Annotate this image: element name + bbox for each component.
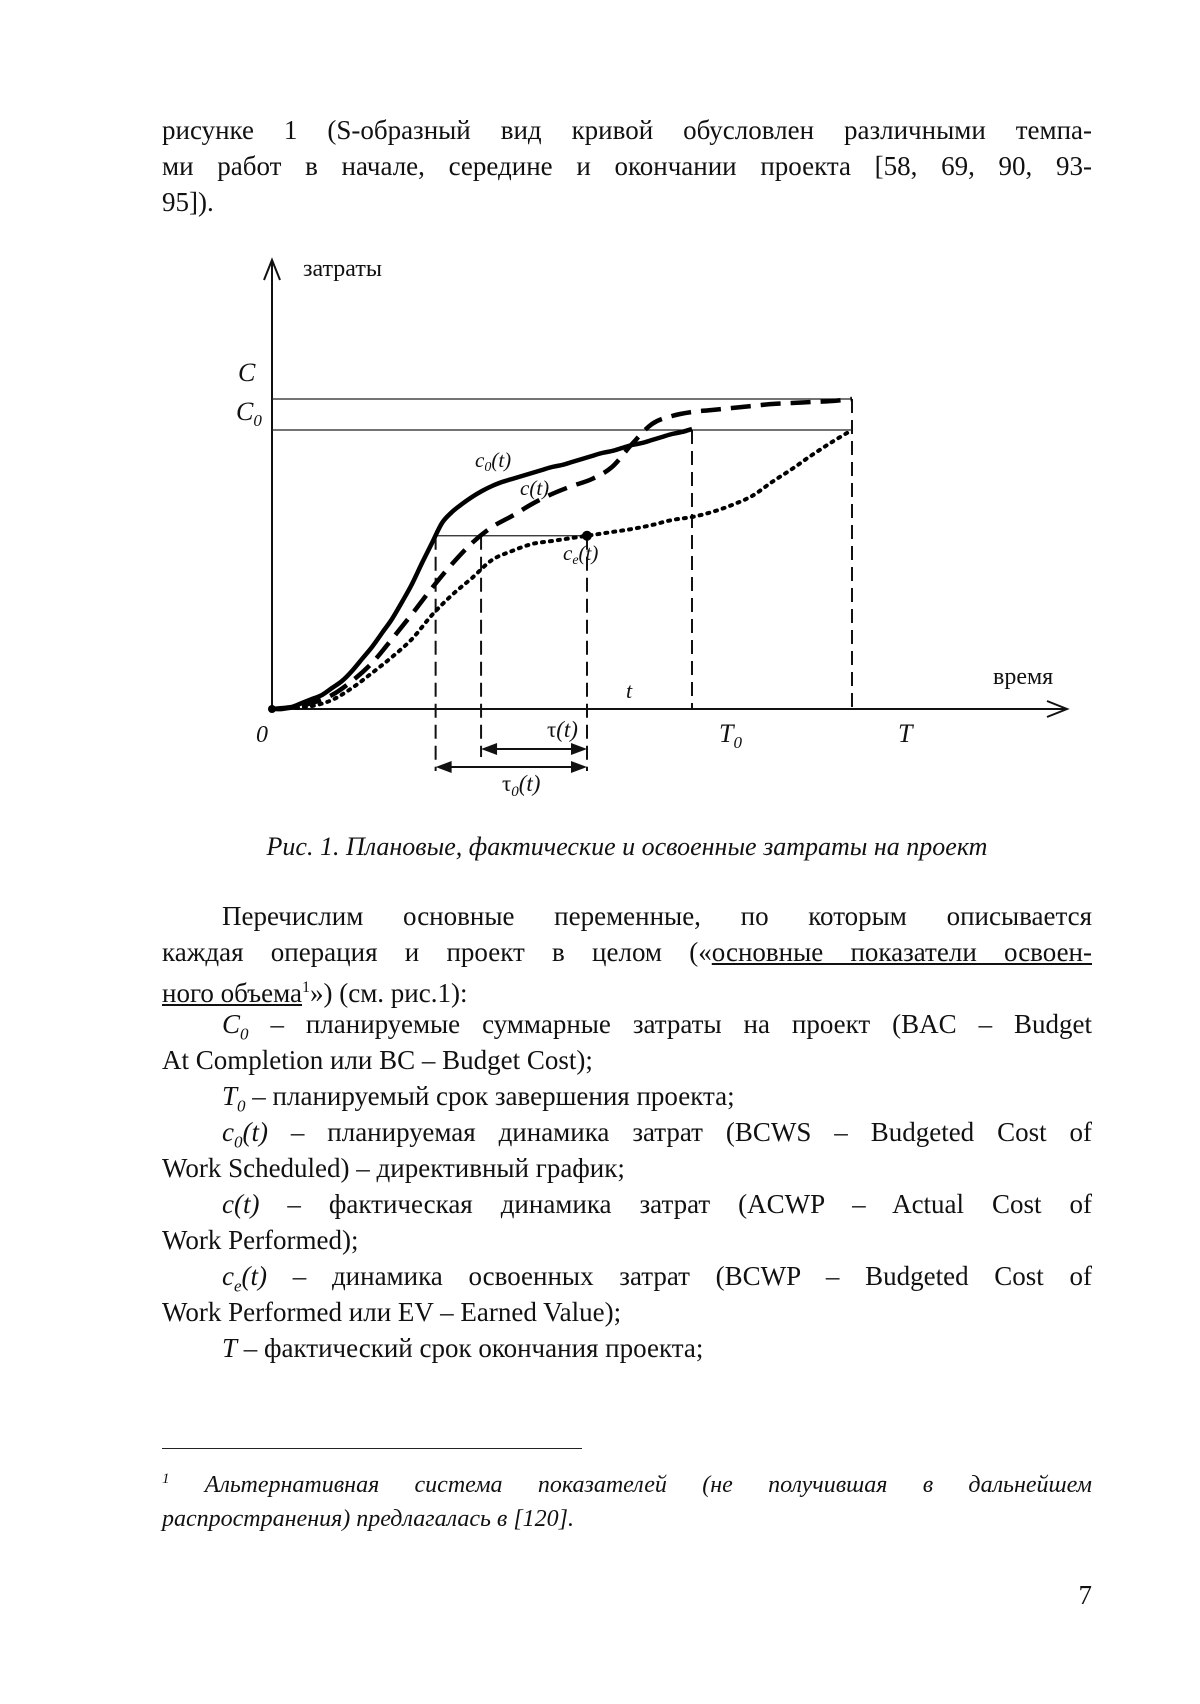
- tick-label-T0-sub: 0: [733, 733, 742, 752]
- intro-line-2: ми работ в начале, середине и окончании проекта [58, 69, 90, 93-: [162, 151, 1092, 181]
- definition-C0-text: – планируемые суммарные затраты на проект (BAC – Budget: [248, 1009, 1092, 1039]
- marker-ce-at-t: [582, 531, 592, 541]
- label-tau0-sub: 0: [511, 784, 519, 800]
- label-c0: [475, 448, 511, 475]
- definition-ce-line-2: Work Performed или EV – Earned Value);: [162, 1297, 622, 1327]
- marker-origin: [268, 705, 276, 713]
- footnote-separator: [162, 1448, 582, 1449]
- label-c0-base: c: [475, 448, 485, 472]
- tick-label-C0: [236, 397, 262, 430]
- footnote: [162, 1462, 1092, 1536]
- definition-T0-subscript: 0: [237, 1096, 246, 1116]
- label-c0-arg: (t): [491, 448, 512, 472]
- paragraph-1-line-2-term: основные показатели освоен-: [711, 937, 1093, 967]
- tau-interval-head-left: [481, 743, 497, 755]
- definition-c-text: – фактическая динамика затрат (ACWP – Actual Cost of: [259, 1189, 1092, 1219]
- x-axis-label: время: [993, 664, 1054, 690]
- tau0-interval-head-left: [436, 761, 452, 773]
- marker-group: [268, 531, 592, 713]
- page-number: 7: [1078, 1580, 1092, 1610]
- definition-T: [162, 1330, 1092, 1366]
- axis-labels: [256, 256, 1053, 748]
- label-tau-base: τ: [547, 717, 557, 742]
- tick-label-T: T: [898, 719, 913, 748]
- definition-c0-line-2: Work Scheduled) – директивный график;: [162, 1153, 625, 1183]
- footnote-line-1: [162, 1462, 1092, 1502]
- definition-c0-text: – планируемая динамика затрат (BCWS – Budgeted Cost of: [267, 1117, 1092, 1147]
- label-c-arg: (t): [529, 476, 550, 500]
- definition-ce-argument: (t): [241, 1261, 268, 1291]
- paragraph-1-line-3-text: ») (см. рис.1):: [310, 978, 468, 1008]
- label-tau0: [502, 771, 540, 800]
- definition-ce-subscript: e: [233, 1276, 242, 1296]
- tick-label-t: t: [626, 678, 633, 703]
- label-tau0-arg: (t): [518, 771, 541, 796]
- label-ce: [563, 541, 598, 568]
- footnote-line-1-text: Альтернативная система показателей (не получившая в дальнейшем: [169, 1472, 1092, 1498]
- intro-line-1: рисунке 1 (S-образный вид кривой обусловлен различными темпа-: [162, 115, 1092, 145]
- series-line-ce: [272, 430, 852, 709]
- definition-c-line-1: [162, 1186, 1092, 1222]
- label-ce-sub: e: [572, 553, 579, 568]
- definition-c0-subscript: 0: [233, 1132, 243, 1152]
- definition-c-argument: (t): [233, 1189, 260, 1219]
- tick-label-T0: [719, 719, 742, 752]
- series-group: [272, 399, 852, 709]
- footnote-reference: 1: [302, 979, 310, 996]
- label-ce-arg: (t): [578, 541, 599, 565]
- definition-ce-symbol: c: [222, 1261, 234, 1291]
- definition-c-symbol: c: [222, 1189, 234, 1219]
- paragraph-1-line-2-text: каждая операция и проект в целом («: [162, 937, 712, 967]
- definition-C0-subscript: 0: [240, 1024, 249, 1044]
- paragraph-1-line-2: [162, 934, 1092, 970]
- paragraph-1-line-3-term: ного объема: [162, 978, 302, 1008]
- label-tau-arg: (t): [556, 717, 578, 742]
- label-c-base: c: [520, 476, 530, 500]
- label-ce-base: c: [563, 541, 573, 565]
- tau0-interval-head-right: [571, 761, 587, 773]
- label-tau0-base: τ: [502, 771, 512, 796]
- cost-chart: [0, 0, 1200, 830]
- label-c0-sub: 0: [484, 460, 492, 475]
- definition-T0-symbol: T: [222, 1081, 238, 1111]
- paragraph-1-line-1: Перечислим основные переменные, по которым описывается: [222, 901, 1092, 931]
- tick-label-C0-base: C: [236, 397, 254, 426]
- guide-lines: [272, 399, 852, 771]
- tick-label-T0-base: T: [719, 719, 734, 748]
- definition-T-symbol: T: [222, 1333, 238, 1363]
- paragraph-1-line-3: [162, 970, 1092, 1011]
- curve-labels: [475, 448, 598, 568]
- origin-label: 0: [256, 722, 268, 748]
- label-tau: [547, 717, 578, 742]
- tau-interval-head-right: [571, 743, 587, 755]
- tick-label-C: C: [238, 358, 256, 387]
- definition-T-text: – фактический срок окончания проекта;: [237, 1333, 704, 1363]
- definition-c-line-2: Work Performed);: [162, 1225, 359, 1255]
- tick-label-C0-sub: 0: [253, 411, 262, 430]
- y-axis-label: затраты: [303, 256, 382, 282]
- definition-C0-symbol: C: [222, 1009, 241, 1039]
- label-c: [520, 476, 549, 500]
- definition-ce-text: – динамика освоенных затрат (BCWP – Budgeted Cost of: [267, 1261, 1092, 1291]
- interval-labels: [502, 717, 578, 800]
- interval-arrows: [436, 743, 587, 773]
- intro-line-3: 95]).: [162, 187, 214, 217]
- definition-c0-symbol: c: [222, 1117, 234, 1147]
- footnote-mark: 1: [162, 1471, 170, 1487]
- definition-c0-argument: (t): [242, 1117, 268, 1147]
- definition-C0-line-2: At Completion или BC – Budget Cost);: [162, 1045, 593, 1075]
- footnote-line-2: распространения) предлагалась в [120].: [162, 1506, 574, 1532]
- definition-T0-text: – планируемый срок завершения проекта;: [245, 1081, 735, 1111]
- figure-caption: Рис. 1. Плановые, фактические и освоенные затраты на проект: [266, 832, 988, 861]
